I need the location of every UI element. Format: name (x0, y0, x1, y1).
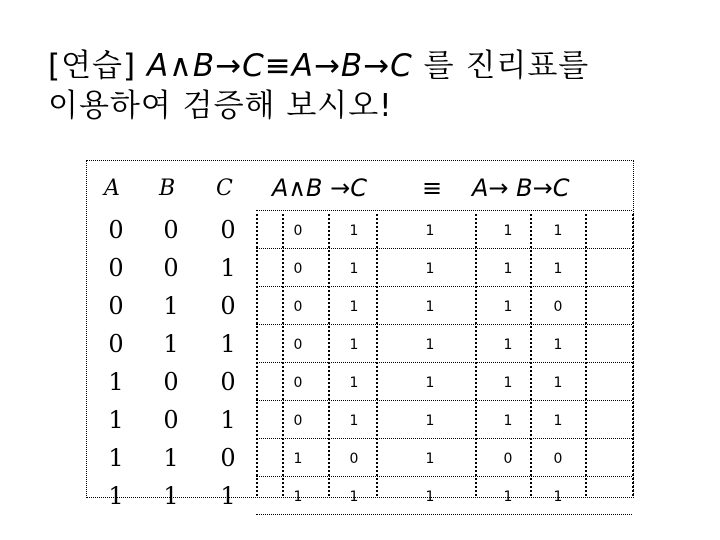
input-a-cell: 0 (108, 292, 124, 320)
input-b-cell: 1 (163, 330, 179, 358)
input-a-cell: 0 (108, 330, 124, 358)
result-cell: 0 (293, 375, 303, 391)
input-b-cell: 1 (163, 482, 179, 510)
result-cell: 1 (553, 413, 563, 429)
result-cell: 0 (293, 337, 303, 353)
title-expr-left: A∧B→C (146, 48, 265, 84)
grid-vline (530, 214, 532, 496)
title-bracket: [연습] (48, 48, 137, 84)
result-cell: 1 (293, 451, 303, 467)
result-cell: 1 (349, 261, 359, 277)
grid-hline (256, 476, 632, 477)
result-cell: 1 (553, 337, 563, 353)
result-cell: 1 (503, 489, 513, 505)
result-cell: 1 (503, 261, 513, 277)
result-cell: 0 (293, 299, 303, 315)
result-cell: 1 (425, 489, 435, 505)
grid-hline (256, 248, 632, 249)
input-a-cell: 0 (108, 254, 124, 282)
result-cell: 1 (349, 337, 359, 353)
input-b-cell: 0 (163, 216, 179, 244)
result-cell: 1 (425, 261, 435, 277)
result-cell: 1 (503, 375, 513, 391)
result-cell: 1 (425, 337, 435, 353)
title-expr-right: A→B→C (291, 48, 413, 84)
result-cell: 1 (553, 489, 563, 505)
header-lhs: A∧B →C (272, 174, 367, 202)
result-cell: 0 (553, 299, 563, 315)
result-cell: 1 (503, 299, 513, 315)
result-cell: 1 (553, 223, 563, 239)
header-equiv: ≡ (422, 174, 443, 202)
header-a: A (104, 176, 120, 201)
input-c-cell: 1 (220, 254, 236, 282)
input-c-cell: 0 (220, 444, 236, 472)
grid-vline (475, 214, 477, 496)
result-cell: 1 (425, 223, 435, 239)
title-equiv: ≡ (264, 48, 292, 84)
result-cell: 1 (349, 489, 359, 505)
grid-hline (256, 286, 632, 287)
input-a-cell: 1 (108, 444, 124, 472)
result-cell: 0 (503, 451, 513, 467)
input-b-cell: 0 (163, 368, 179, 396)
input-b-cell: 1 (163, 444, 179, 472)
input-a-cell: 0 (108, 216, 124, 244)
result-cell: 1 (553, 375, 563, 391)
result-cell: 1 (553, 261, 563, 277)
exercise-title (48, 46, 589, 126)
result-cell: 0 (553, 451, 563, 467)
result-cell: 1 (425, 375, 435, 391)
header-rhs: A→ B→C (472, 174, 570, 202)
input-b-cell: 1 (163, 292, 179, 320)
grid-hline (256, 324, 632, 325)
input-a-cell: 1 (108, 368, 124, 396)
input-c-cell: 0 (220, 368, 236, 396)
result-cell: 0 (293, 261, 303, 277)
result-cell: 0 (293, 223, 303, 239)
result-cell: 1 (503, 337, 513, 353)
result-cell: 0 (293, 413, 303, 429)
grid-vline (632, 214, 634, 496)
grid-vline (585, 214, 587, 496)
result-cell: 1 (425, 413, 435, 429)
result-cell: 1 (349, 375, 359, 391)
result-cell: 1 (503, 413, 513, 429)
input-b-cell: 0 (163, 406, 179, 434)
header-c: C (216, 176, 233, 201)
input-a-cell: 1 (108, 482, 124, 510)
input-c-cell: 0 (220, 216, 236, 244)
title-line-1 (48, 46, 589, 86)
result-cell: 1 (349, 413, 359, 429)
grid-vline (256, 214, 258, 496)
result-cell: 1 (349, 299, 359, 315)
header-b: B (159, 176, 176, 201)
grid-vline (282, 214, 284, 496)
result-cell: 1 (349, 223, 359, 239)
input-c-cell: 1 (220, 406, 236, 434)
input-c-cell: 1 (220, 482, 236, 510)
input-c-cell: 0 (220, 292, 236, 320)
grid-vline (328, 214, 330, 496)
grid-vline (376, 214, 378, 496)
result-cell: 1 (425, 451, 435, 467)
grid-hline (256, 514, 632, 515)
grid-hline (256, 210, 632, 211)
result-cell: 1 (293, 489, 303, 505)
input-c-cell: 1 (220, 330, 236, 358)
input-b-cell: 0 (163, 254, 179, 282)
grid-hline (256, 362, 632, 363)
result-cell: 1 (503, 223, 513, 239)
title-suffix: 를 진리표를 (423, 48, 590, 84)
title-line-2: 이용하여 검증해 보시오! (48, 88, 393, 124)
result-cell: 0 (349, 451, 359, 467)
grid-hline (256, 438, 632, 439)
input-a-cell: 1 (108, 406, 124, 434)
result-cell: 1 (425, 299, 435, 315)
grid-hline (256, 400, 632, 401)
